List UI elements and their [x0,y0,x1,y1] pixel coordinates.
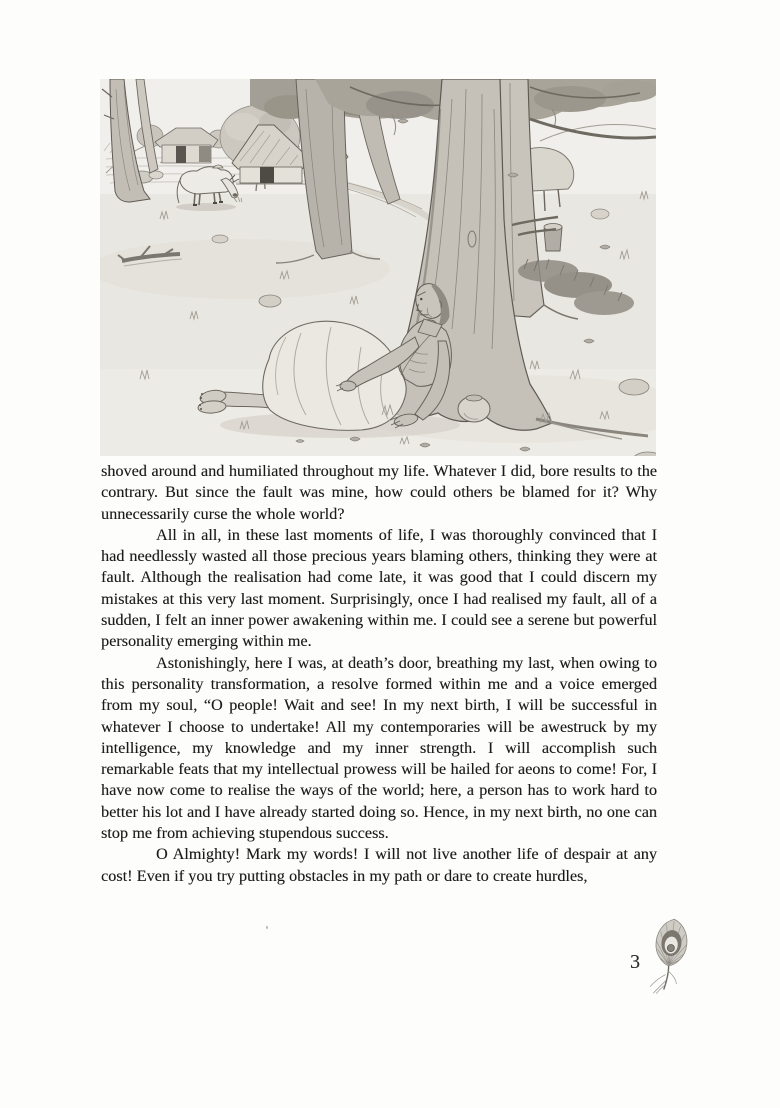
body-paragraph: shoved around and humiliated throughout my life. Whatever I did, bore results to the contrary. But since the fault was mine, how could others be blamed for it? Why unnecessarily curse the whole world? [101,462,657,523]
rural-scene-drawing [100,79,656,456]
book-illustration [100,79,656,456]
body-text [101,461,657,887]
body-paragraph: All in all, in these last moments of life, I was thoroughly convinced that I had needlessly wasted all those precious years blaming others, thinking they were at fault. Although the realisation had come late, it was good that I could discern my mistakes at this very last moment. Surprisingly, once I had realised my fault, all of a sudden, I felt an inner power awakening within me. I could see a serene but powerful personality emerging within me. [101,525,657,651]
print-speck [266,926,268,929]
body-paragraph: O Almighty! Mark my words! I will not live another life of despair at any cost! Even if you try putting obstacles in my path or dare to create hurdles, [101,845,657,885]
body-paragraph: Astonishingly, here I was, at death’s door, breathing my last, when owing to this personality transformation, a resolve formed within me and a voice emerged from my soul, “O people! Wait and see! In my next birth, I will be successful in whatever I choose to undertake! All my contemporaries will be awestruck by my intelligence, my knowledge and my inner strength. I will accomplish such remarkable feats that my intellectual prowess will be hailed for aeons to come! For, I have now come to realise the ways of the world; here, a person has to work hard to better his lot and I have already started doing so. Hence, in my next birth, no one can stop me from achieving stupendous success. [101,653,657,843]
peacock-feather-icon [645,915,695,995]
page-number: 3 [630,951,640,973]
